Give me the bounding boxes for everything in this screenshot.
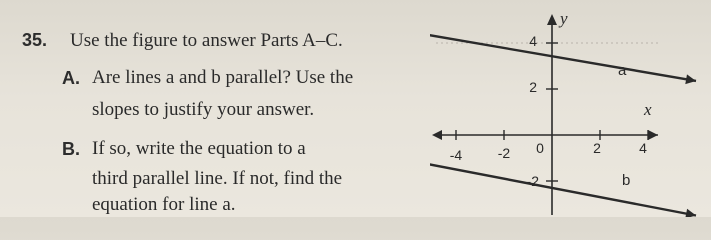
line-a bbox=[430, 32, 696, 81]
line-b bbox=[430, 160, 696, 215]
coordinate-graph bbox=[430, 0, 711, 217]
x-axis-label: x bbox=[644, 100, 652, 119]
part-a-line-2: slopes to justify your answer. bbox=[92, 99, 315, 120]
x-tick-label-2: 2 bbox=[593, 140, 601, 156]
y-tick-label-2: 2 bbox=[529, 79, 537, 95]
part-b-line-1: If so, write the equation to a bbox=[92, 138, 306, 159]
y-axis-arrow-up bbox=[547, 14, 557, 25]
problem-intro: Use the figure to answer Parts A–C. bbox=[70, 30, 343, 51]
x-tick-label-neg2: -2 bbox=[497, 145, 511, 161]
line-b-label: b bbox=[622, 172, 631, 189]
part-b-label: B. bbox=[62, 139, 80, 159]
part-b-line-3: equation for line a. bbox=[92, 194, 236, 215]
x-tick-label-0: 0 bbox=[536, 140, 544, 156]
line-b-arrow-end bbox=[685, 209, 696, 217]
line-a-arrow-end bbox=[685, 74, 696, 84]
line-a-label: a bbox=[618, 62, 627, 79]
part-a-label: A. bbox=[62, 68, 80, 88]
problem-number: 35. bbox=[22, 30, 48, 50]
part-b-line-2: third parallel line. If not, find the bbox=[92, 168, 343, 189]
graph-svg bbox=[430, 0, 711, 217]
y-axis-label: y bbox=[560, 9, 568, 28]
x-tick-label-4: 4 bbox=[639, 140, 647, 156]
x-axis-arrow-right bbox=[648, 130, 658, 140]
y-tick-label-4: 4 bbox=[529, 33, 537, 49]
y-tick-label-neg2: -2 bbox=[526, 173, 539, 189]
part-a-line-1: Are lines a and b parallel? Use the bbox=[92, 67, 354, 88]
x-tick-label-neg4: -4 bbox=[449, 147, 463, 163]
x-axis-arrow-left bbox=[432, 130, 442, 140]
plotted-lines bbox=[430, 28, 696, 217]
